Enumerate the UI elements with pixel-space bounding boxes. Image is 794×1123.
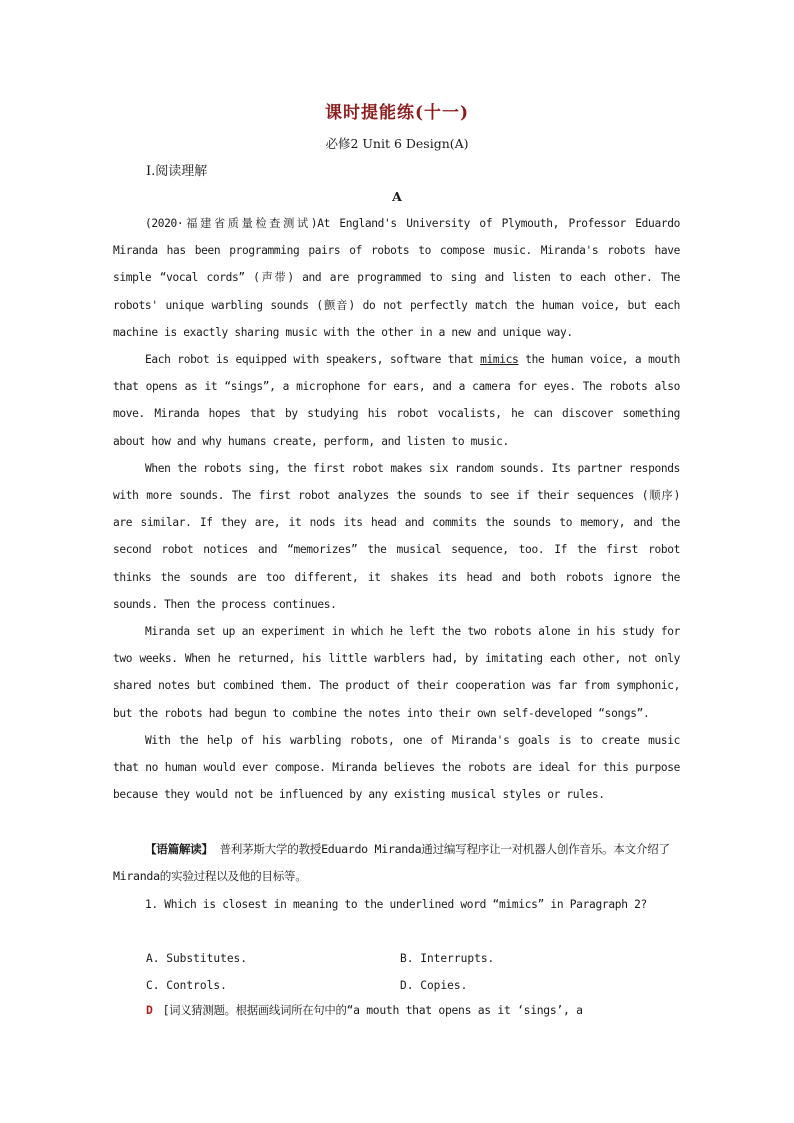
paragraph-2-end: the human voice, a mouth that opens as it “sings”, a microphone for ears, and a camera for eyes. The robots also move. Miranda hopes that by studying his robot vocalists, he can discover something about how and why humans create, perform, and listen to music. (113, 353, 681, 448)
option-a: A. Substitutes. (146, 952, 248, 965)
underlined-word: mimics (480, 353, 519, 367)
question-1-options (146, 946, 666, 1000)
answer-explanation (146, 1002, 686, 1018)
passage-label: A (392, 189, 402, 204)
analysis-text: 普利茅斯大学的教授Eduardo Miranda通过编写程序让一对机器人创作音乐。本文介绍了Miranda的实验过程以及他的目标等。 (113, 842, 670, 883)
explanation-text: [词义猜测题。根据画线词所在句中的“a mouth that opens as it ‘sings’, a (162, 1003, 583, 1017)
paragraph-4: Miranda set up an experiment in which he left the two robots alone in his study for two weeks. When he returned, his little warblers had, by imitating each other, not only shared notes but combined them. The product of their cooperation was far from symphonic, but the robots had begun to combine the notes into their own self-developed “songs”. (113, 625, 680, 720)
options-row-1 (146, 946, 666, 973)
page-title: 课时提能练(十一) (324, 103, 470, 123)
answer-letter: D (146, 1003, 153, 1017)
reading-passage (113, 210, 680, 808)
question-1-stem: 1. Which is closest in meaning to the underlined word “mimics” in Paragraph 2? (145, 898, 647, 911)
paragraph-2 (113, 346, 680, 455)
options-row-2 (146, 973, 666, 1000)
option-d: D. Copies. (400, 979, 468, 992)
paragraph-5: With the help of his warbling robots, one of Miranda's goals is to create music that no human would ever compose. Miranda believes the robots are ideal for this purpose because they would not be influenced by any existing musical styles or rules. (113, 733, 680, 802)
paragraph-2-start: Each robot is equipped with speakers, software that (145, 353, 481, 367)
option-b: B. Interrupts. (400, 952, 495, 965)
paragraph-1: (2020·福建省质量检查测试)At England's University of Plymouth, Professor Eduardo Miranda has been programming pairs of robots to compose music. Miranda's robots have simple “vocal cords” (声带) and are programmed to sing and listen to each other. The robots' unique warbling sounds (颤音) do not perfectly match the human voice, but each machine is exactly sharing music with the other in a new and unique way. (113, 217, 680, 339)
option-c: C. Controls. (146, 979, 227, 992)
analysis-tag: 【语篇解读】 (145, 842, 213, 856)
section-heading: Ⅰ.阅读理解 (146, 164, 208, 179)
paragraph-3: When the robots sing, the first robot makes six random sounds. Its partner responds with more sounds. The first robot analyzes the sounds to see if their sequences (顺序) are similar. If they are, it nods its head and commits the sounds to memory, and the second robot notices and “memorizes” the musical sequence, too. If the first robot thinks the sounds are too different, it shakes its head and both robots ignore the sounds. Then the process continues. (113, 461, 680, 611)
passage-analysis (113, 836, 680, 890)
page-subtitle: 必修2 Unit 6 Design(A) (325, 136, 469, 151)
question-1 (113, 891, 680, 918)
